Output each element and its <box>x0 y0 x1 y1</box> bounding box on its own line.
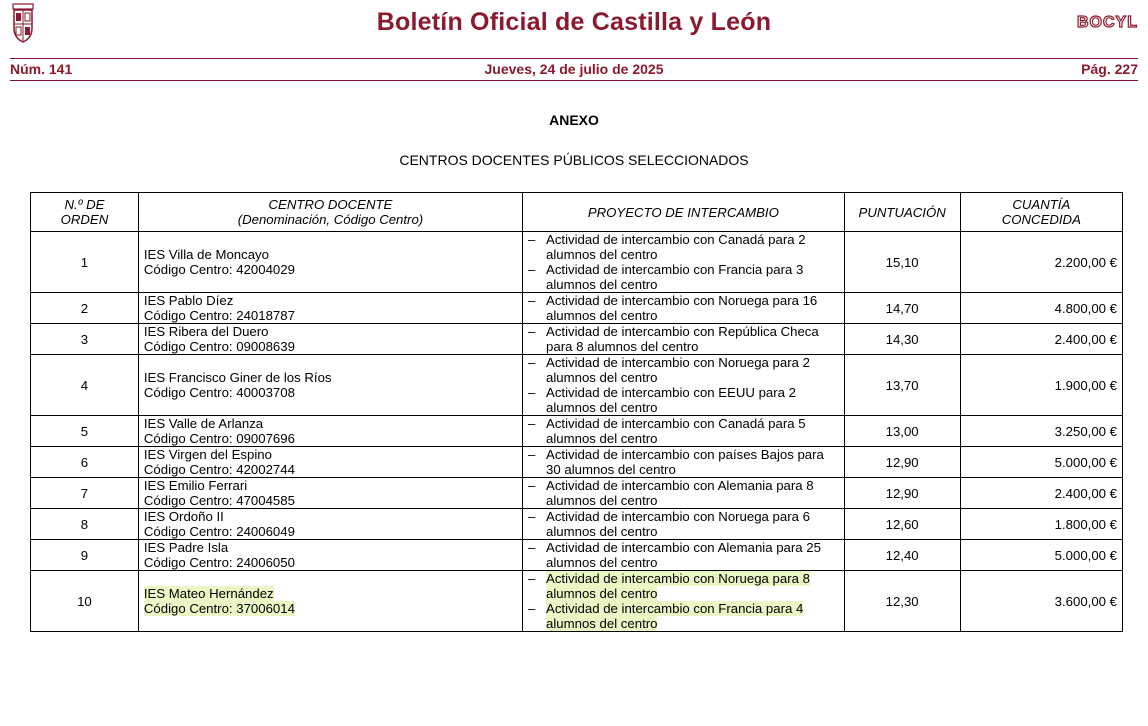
table-row <box>31 447 1123 478</box>
cell-centro <box>138 509 522 540</box>
cell-proyecto <box>523 509 845 540</box>
table-row <box>31 416 1123 447</box>
school-code: Código Centro: 47004585 <box>143 493 295 508</box>
school-code: Código Centro: 24006049 <box>143 524 295 539</box>
cell-orden: 5 <box>31 416 139 447</box>
project-text: Actividad de intercambio con Canadá para 2 alumnos del centro <box>546 232 806 262</box>
cell-cuantia: 5.000,00 € <box>960 447 1122 478</box>
project-text: Actividad de intercambio con Noruega para 2 alumnos del centro <box>546 355 810 385</box>
school-name: IES Padre Isla <box>143 540 229 555</box>
cell-puntuacion: 12,60 <box>844 509 960 540</box>
cell-puntuacion: 12,90 <box>844 447 960 478</box>
cell-proyecto <box>523 571 845 632</box>
annex-subtitle: CENTROS DOCENTES PÚBLICOS SELECCIONADOS <box>399 152 749 168</box>
header-proyecto: PROYECTO DE INTERCAMBIO <box>523 193 845 232</box>
table-row <box>31 232 1123 293</box>
dash-bullet: – <box>528 478 536 493</box>
dash-bullet: – <box>528 540 536 555</box>
dash-bullet: – <box>528 385 536 400</box>
cell-orden: 3 <box>31 324 139 355</box>
school-code: Código Centro: 42004029 <box>143 262 295 277</box>
table-row <box>31 540 1123 571</box>
cell-proyecto <box>523 447 845 478</box>
cell-puntuacion: 12,30 <box>844 571 960 632</box>
cell-cuantia: 2.200,00 € <box>960 232 1122 293</box>
cell-orden: 7 <box>31 478 139 509</box>
dash-bullet: – <box>528 601 536 616</box>
bocyl-logo: BOCYL <box>1077 14 1138 31</box>
school-name: IES Francisco Giner de los Ríos <box>143 370 332 385</box>
school-name: IES Villa de Moncayo <box>143 247 269 262</box>
bulletin-title: Boletín Oficial de Castilla y León <box>376 8 772 36</box>
cell-orden: 6 <box>31 447 139 478</box>
cell-proyecto <box>523 355 845 416</box>
cell-proyecto <box>523 293 845 324</box>
school-code: Código Centro: 09007696 <box>143 431 295 446</box>
cell-cuantia: 1.900,00 € <box>960 355 1122 416</box>
cell-centro <box>138 416 522 447</box>
school-name: IES Ribera del Duero <box>143 324 269 339</box>
header-cuantia: CUANTÍA CONCEDIDA <box>960 193 1122 232</box>
project-text: Actividad de intercambio con Noruega para 16 alumnos del centro <box>546 293 818 323</box>
cell-centro <box>138 447 522 478</box>
school-name: IES Virgen del Espino <box>143 447 272 462</box>
page-number: Pág. 227 <box>1081 61 1138 77</box>
issue-line <box>10 61 1138 81</box>
project-item <box>528 232 839 262</box>
cell-proyecto <box>523 478 845 509</box>
project-text: Actividad de intercambio con Noruega para 8 alumnos del centro <box>546 571 810 601</box>
project-item <box>528 324 839 354</box>
school-name: IES Emilio Ferrari <box>143 478 248 493</box>
cell-proyecto <box>523 540 845 571</box>
cell-orden: 10 <box>31 571 139 632</box>
cell-cuantia: 5.000,00 € <box>960 540 1122 571</box>
cell-centro <box>138 293 522 324</box>
school-name: IES Valle de Arlanza <box>143 416 264 431</box>
cell-centro <box>138 324 522 355</box>
project-item <box>528 601 839 631</box>
dash-bullet: – <box>528 262 536 277</box>
cell-cuantia: 2.400,00 € <box>960 324 1122 355</box>
header-rule <box>10 80 1138 81</box>
project-item <box>528 293 839 323</box>
cell-orden: 2 <box>31 293 139 324</box>
cell-puntuacion: 13,70 <box>844 355 960 416</box>
cell-orden: 9 <box>31 540 139 571</box>
cell-centro <box>138 571 522 632</box>
cell-proyecto <box>523 416 845 447</box>
table-row <box>31 324 1123 355</box>
dash-bullet: – <box>528 571 536 586</box>
dash-bullet: – <box>528 447 536 462</box>
cell-cuantia: 1.800,00 € <box>960 509 1122 540</box>
table-row <box>31 509 1123 540</box>
project-item <box>528 509 839 539</box>
cell-centro <box>138 355 522 416</box>
project-item <box>528 262 839 292</box>
school-name: IES Mateo Hernández <box>143 586 274 601</box>
cell-cuantia: 3.250,00 € <box>960 416 1122 447</box>
annex-title: ANEXO <box>549 112 599 128</box>
project-item <box>528 540 839 570</box>
cell-cuantia: 4.800,00 € <box>960 293 1122 324</box>
project-text: Actividad de intercambio con Alemania para 8 alumnos del centro <box>546 478 814 508</box>
school-code: Código Centro: 24006050 <box>143 555 295 570</box>
project-item <box>528 447 839 477</box>
cell-centro <box>138 540 522 571</box>
project-text: Actividad de intercambio con EEUU para 2 alumnos del centro <box>546 385 796 415</box>
school-code: Código Centro: 09008639 <box>143 339 295 354</box>
dash-bullet: – <box>528 509 536 524</box>
selected-schools-table <box>30 192 1123 632</box>
cell-orden: 8 <box>31 509 139 540</box>
project-text: Actividad de intercambio con Francia para 4 alumnos del centro <box>546 601 804 631</box>
issue-date: Jueves, 24 de julio de 2025 <box>484 61 664 77</box>
school-code: Código Centro: 37006014 <box>143 601 295 616</box>
school-code: Código Centro: 24018787 <box>143 308 295 323</box>
project-item <box>528 416 839 446</box>
cell-cuantia: 2.400,00 € <box>960 478 1122 509</box>
cell-proyecto <box>523 232 845 293</box>
table-row <box>31 293 1123 324</box>
cell-puntuacion: 14,30 <box>844 324 960 355</box>
table-row <box>31 355 1123 416</box>
project-text: Actividad de intercambio con países Bajos para 30 alumnos del centro <box>546 447 824 477</box>
project-text: Actividad de intercambio con República Checa para 8 alumnos del centro <box>546 324 819 354</box>
project-item <box>528 385 839 415</box>
dash-bullet: – <box>528 324 536 339</box>
school-name: IES Ordoño II <box>143 509 224 524</box>
dash-bullet: – <box>528 416 536 431</box>
project-text: Actividad de intercambio con Canadá para 5 alumnos del centro <box>546 416 806 446</box>
cell-puntuacion: 12,90 <box>844 478 960 509</box>
cell-cuantia: 3.600,00 € <box>960 571 1122 632</box>
page-header <box>10 0 1138 59</box>
cell-orden: 1 <box>31 232 139 293</box>
header-orden: N.º DE ORDEN <box>31 193 139 232</box>
issue-number: Núm. 141 <box>10 61 73 77</box>
dash-bullet: – <box>528 355 536 370</box>
school-name: IES Pablo Díez <box>143 293 234 308</box>
cell-puntuacion: 15,10 <box>844 232 960 293</box>
school-code: Código Centro: 42002744 <box>143 462 295 477</box>
cell-centro <box>138 478 522 509</box>
cell-puntuacion: 14,70 <box>844 293 960 324</box>
table-header-row <box>31 193 1123 232</box>
table-body <box>31 232 1123 632</box>
cell-orden: 4 <box>31 355 139 416</box>
cell-centro <box>138 232 522 293</box>
cell-proyecto <box>523 324 845 355</box>
school-code: Código Centro: 40003708 <box>143 385 295 400</box>
header-puntuacion: PUNTUACIÓN <box>844 193 960 232</box>
project-item <box>528 571 839 601</box>
dash-bullet: – <box>528 293 536 308</box>
table-row <box>31 571 1123 632</box>
project-text: Actividad de intercambio con Francia para 3 alumnos del centro <box>546 262 804 292</box>
header-centro: CENTRO DOCENTE (Denominación, Código Centro) <box>138 193 522 232</box>
project-text: Actividad de intercambio con Noruega para 6 alumnos del centro <box>546 509 810 539</box>
dash-bullet: – <box>528 232 536 247</box>
cell-puntuacion: 12,40 <box>844 540 960 571</box>
project-text: Actividad de intercambio con Alemania para 25 alumnos del centro <box>546 540 821 570</box>
project-item <box>528 355 839 385</box>
table-row <box>31 478 1123 509</box>
project-item <box>528 478 839 508</box>
cell-puntuacion: 13,00 <box>844 416 960 447</box>
